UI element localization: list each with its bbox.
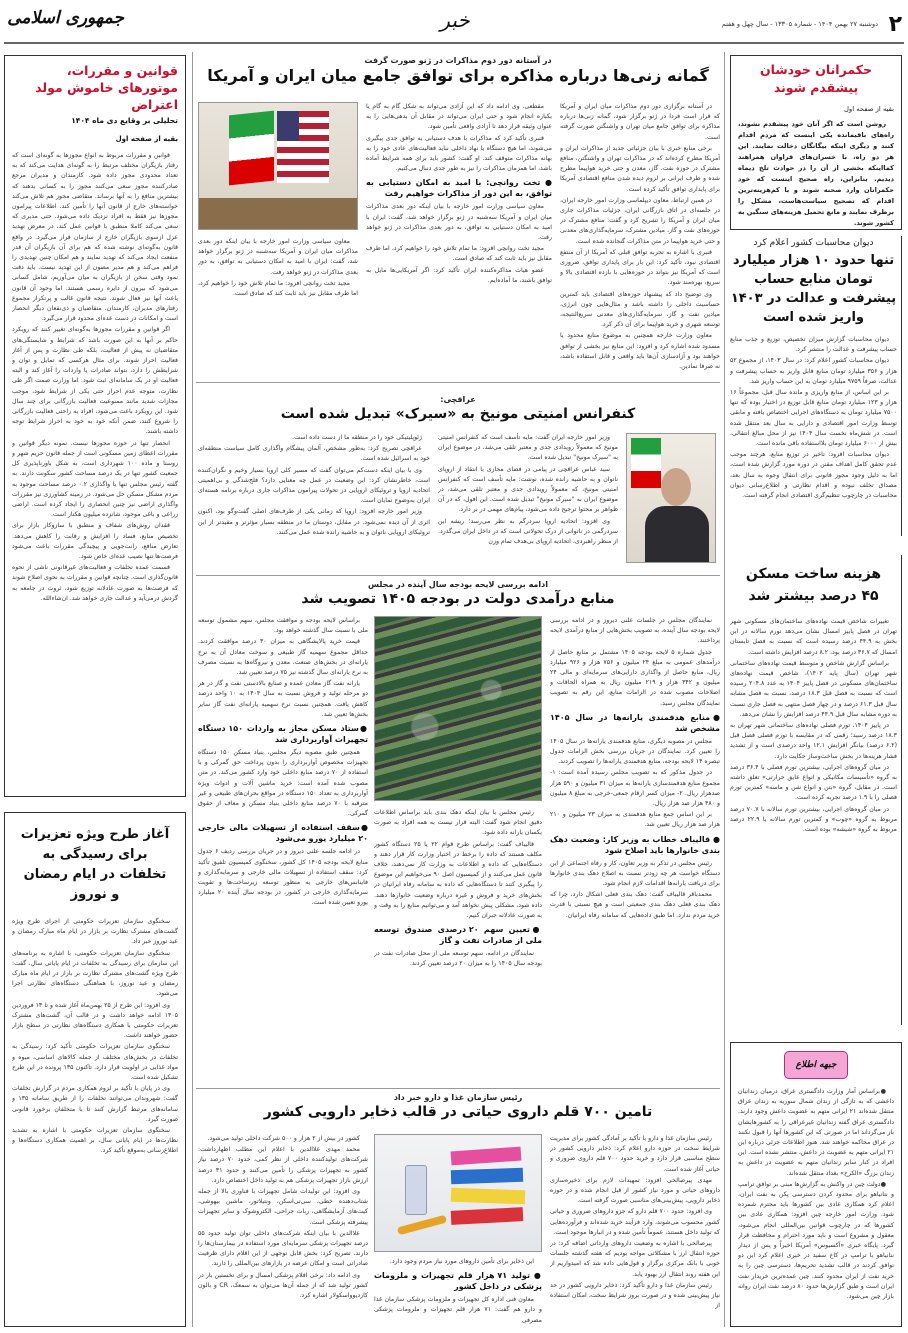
pill-pack-pink (451, 1147, 522, 1166)
audit-article (730, 236, 902, 536)
budget-kicker: ادامه بررسی لایحه بودجه سال آینده در مجلس (368, 580, 548, 589)
jebhe-logo (784, 1051, 848, 1079)
laws-box (4, 55, 186, 797)
issue-info: دوشنبه ۲۷ بهمن ۱۴۰۴ - شماره ۱۳۳۰۵ - سال چهل و هفتم (721, 20, 878, 28)
newspaper-logo: جمهوری اسلامی (7, 8, 124, 28)
budget-subhead-foreign-finance: ●سقف استفاده از تسهیلات مالی خارجی ۲۰ میلیارد یورو می‌شود (198, 823, 368, 844)
budget-subhead-housing-equipment: ●ستاد مسکن مجاز به واردات ۱۵۰ دستگاه تجهیزات آواربرداری شد (198, 724, 368, 745)
ampoule (397, 1215, 447, 1236)
araghchi-photo (626, 433, 716, 563)
editorial-title: حکمرانان خودشان پیشقدم شوند (759, 62, 873, 95)
pill-pack-blue (451, 1168, 523, 1185)
munich-title: کنفرانس امنیتی مونیخ به «سیرک» تبدیل شده است (280, 406, 636, 422)
section-name: خبر (440, 8, 470, 32)
laws-body: قوانین و مقررات مربوط به انواع مجوزها به گونه‌ای است که رفتار بازیگران مختلف مرتبط را به گونه‌ای هدایت می‌کند که به تعداد محدودی مجوز داده شود. کارمندان و مدیران مرجع صادرکننده مجوز سعی می‌کنند مجوز را به کسانی بدهند که بیشترین منافع را به آنها برساند. متقاضی مجوز هم تلاش می‌کند خواسته‌های خارج از قانون آنها را تأمین کند. اطلاعات پیرامون مجوزها نیز فقط به افراد نزدیک داده می‌شود. حتی مدیری که سعی می‌کند کاملا منطبق با قوانین عمل کند، در معرض تهدید عزل ازسوی بازیگران خارج از سازمان قرار می‌گیرد. در واقع قانون به‌گونه‌ای نوشته شده که هم برای آن بازیگران آن قدر منفعت ایجاد می‌کند که تهدید نمایند و هم امکان چنین تهدیدی را فراهم می‌کند و هم مدیر مصون از این تهدید نیست. باید دقت نمود وقتی سخن از بازیگران به میان می‌آوریم، شامل کسانی می‌شود که بیرون از دایره رسمی هستند. اما وجود آن قانون باعث آنها نیز فعال شوند. نتیجه قانون غالب و پرتکرار مجموع رفتارهای مدیران، کارمندان، متقاضیان و ذی‌نفعان دیگر انحصار است و امکانات در دست عده‌ای محدود قرار می‌گیرد. اگر قوانین و مقررات مجوزها به‌گونه‌ای تغییر کنند که رویکرد حاکم بر آنها به این صورت باشد که شرایط و شایستگی‌های متقاضیان نه پیش از فعالیت، بلکه طی نظارت و پس از آغاز فعالیت احراز شوند. برای مثال هرکسی که تمایل و توان و شرایطش را دارد، بتواند صادرات یا واردات را آغاز کند و البته فعالیت او در یک سامانه‌ای ثبت شود. اما وزارت صمت اگر طی نظارت، متوجه عدم احراز حتی یکی از شرایط شود، موجب مجازات شدید مانند ممنوعیت فعالیت بازرگانی برای چند سال شود. این رویکرد باعث می‌شود، افراد به راحتی فعالیت بازرگانی را شروع کنند، ضمن آنکه خود به خود به احراز شرایط توجه داشته باشند. انحصار تنها در حوزه مجوزها نیست. نمونه دیگر قوانین و مقررات اعطای زمین مسکونی است از جمله قانون حریم شهر و روستا و ماده ۱۰۰ شهرداری است، به شکل باورناپذیری کل جمعیت کشور تنها در یک درصد مساحت کشور سکونت دارند. به گفته رئیس مجلس تنها با واگذاری ۰.۲ درصد مساحت موجود به مردم مشکل مسکن حل می‌شود. در زمینه کشاورزی نیز مقررات واگذاری اراضی نیز چنین انحصاری را ایجاد کرده است. اراضی زراعی و باغی موجود، شانزده میلیون هکتار است. فقدان روش‌های شفاف و منطبق با سازوکار بازار برای تخصیص منابع، فساد را افزایش و رقابت را کاهش می‌دهد. تعارض منافع، رانت‌جویی و پیچیدگی مقررات باعث می‌شود فرصت‌ها تنها نصیب عده‌ای خاص شود. قسمت عمده تخلفات و فعالیت‌های غیرقانونی ناشی از نحوه قانون‌گذاری است. چنانچه قوانین و مقررات به نحوی اصلاح شوند که فرصت‌ها به صورت عادلانه توزیع شود، ثروت در جامعه به گردش درمی‌آید و عدالت جاری خواهد شد. ان‌شاءالله. (12, 152, 178, 602)
laws-title: قوانین و مقررات، موتورهای خاموش مولد اعتراض (35, 63, 178, 112)
negotiation-subhead: ● تخت روانچی: با امید به امکان دستیابی به توافق، به این دور از مذاکرات خواهیم رفت (366, 178, 552, 199)
munich-col-right: وزیر امور خارجه ایران گفت: مایه تأسف است که کنفرانس امنیتی مونیخ که معمولاً رویدادی جدی و معتبر تلقی می‌شد، در موضوع ایران به "سیرک مونیخ" تبدیل شده است. سید عباس عراقچی در پیامی در فضای مجازی با انتقاد از اروپای ناتوان و به حاشیه رانده شده، نوشت: مایه تأسف است که کنفرانس امنیتی مونیخ، که معمولاً رویدادی جدی و معتبر تلقی می‌شد، در موضوع ایران به "سیرک مونیخ" تبدیل شده است. این افول، که در آن ظواهر بر محتوا ترجیح داده می‌شود، پیام‌های مهمی در بر دارد. وی افزود: اتحادیه اروپا سردرگم به نظر می‌رسد؛ ریشه این سردرگمی در ناتوانی از درک تحولاتی است که در داخل ایران می‌گذرد. از منظر راهبردی، اتحادیه اروپای بی‌هدف تمام وزن (438, 434, 618, 546)
tazirat-body: سخنگوی سازمان تعزیرات حکومتی از اجرای طرح ویژه گشت‌های مشترک نظارت بر بازار در ایام ماه مبارک رمضان و عید نوروز خبر داد. سخنگوی سازمان تعزیرات حکومتی، با اشاره به برنامه‌های این سازمان برای رسیدگی به تخلفات در ایام پایانی سال، گفت: طرح ویژه گشت‌های مشترک نظارت بر بازار در ایام ماه مبارک رمضان و عید نوروز، با هماهنگی دستگاه‌های نظارتی اجرا می‌شود. وی افزود: این طرح از ۲۵ بهمن‌ماه آغاز شده و تا ۱۳ فروردین ۱۴۰۵ ادامه خواهد داشت و در قالب آن، گشت‌های مشترک تعزیرات حکومتی با همکاری دستگاه‌های نظارتی در سطح بازار حضور خواهند داشت. سخنگوی سازمان تعزیرات حکومتی تأکید کرد: رسیدگی به تخلفات در بخش‌های مختلف از جمله کالاهای اساسی، میوه و مواد غذایی در اولویت قرار دارد. تاکنون ۱۳۵ پرونده در این طرح تشکیل شده است. وی در پایان با تأکید بر لزوم همکاری مردم در گزارش تخلفات گفت: شهروندان می‌توانند تخلفات را از طریق سامانه ۱۳۵ و سامانه‌های مرتبط گزارش کنند تا با متخلفان برخورد قانونی صورت گیرد. سخنگوی سازمان تعزیرات حکومتی با اشاره به تشدید نظارت‌ها در ایام پایانی سال، بر اهمیت همکاری دستگاه‌ها و اطلاع‌رسانی به‌موقع تأکید کرد. (12, 918, 178, 1155)
budget-title: منابع درآمدی دولت در بودجه ۱۴۰۵ تصویب شد (301, 591, 615, 607)
negotiation-flags-photo (198, 102, 358, 230)
medicine-kicker: رئیس سازمان غذا و دارو خبر داد (393, 1093, 523, 1102)
negotiation-article (196, 52, 720, 374)
munich-col-left: ژئوپلیتیکی خود را در منطقه ما از دست داده است. عراقچی تصریح کرد: به‌طور مشخص، آلمان پیشگام واگذاری کامل سیاست منطقه‌ای خود به اسرائیل شده است. وی با بیان اینکه دست‌کم می‌توان گفت که مسیر کلی اروپا بسیار وخیم و نگران‌کننده است، خاطرنشان کرد: این وضعیت در عمل چه معنایی دارد؟ فلج‌شدگی و بی‌اهمیتی اتحادیه اروپا و تروئیکای اروپایی در تحولات پیرامون مذاکرات جاری درباره برنامه هسته‌ای ایران به‌وضوح نمایان است. وزیر امور خارجه افزود: اروپا که زمانی یکی از طرف‌های اصلی گفت‌وگو بود، اکنون اثری از آن دیده نمی‌شود. در مقابل، دوستان ما در منطقه بسیار مؤثرتر و مفیدتر از این تروئیکای اروپایی ناتوان و به حاشیه رانده شده عمل می‌کنند. (198, 434, 430, 536)
tazirat-box (4, 812, 186, 1327)
medicine-col-middle: این ذخایر برای تأمین داروهای مورد نیاز مردم وجود دارد. ● تولید ۷۱ هزار قلم تجهیزات و ملزومات پزشکی در داخل کشور معاون فنی اداره کل تجهیزات و ملزومات پزشکی سازمان غذا و دارو هم گفت: ۷۱ هزار قلم تجهیزات و ملزومات پزشکی مصرفی (374, 1258, 542, 1324)
us-flag-canton (277, 111, 299, 141)
editorial-box (730, 55, 902, 230)
iran-flag (229, 111, 274, 186)
vial-bottle (405, 1165, 427, 1215)
medicine-photo (374, 1134, 542, 1252)
medicine-article (196, 1088, 720, 1330)
column-divider (192, 52, 193, 1327)
continued-label: بقیه از صفحه اول (115, 135, 178, 143)
housing-title: هزینه ساخت مسکن ۴۵ درصد بیشتر شد (745, 566, 882, 604)
munich-article (196, 382, 720, 570)
continued-label: بقیه از صفحه اول (843, 105, 894, 113)
budget-article (196, 575, 720, 1080)
budget-subhead-qalibaf: ● قالیباف خطاب به وزیر کار: وضعیت دهک بندی خانوارها باید اصلاح شود (550, 834, 720, 855)
munich-kicker: عراقچی: (440, 395, 476, 404)
budget-col-right: نمایندگان مجلس در جلسات علنی دیروز و در ادامه بررسی لایحه بودجه سال آینده، به تصویب بخش‌هایی از منابع درآمدی لایحه پرداختند. جدول شماره ۵ لایحه بودجه ۱۴۰۵ مشتمل بر منابع حاصل از درآمدهای عمومی به مبلغ ۲۴ میلیون و ۷۵۶ هزار و ۹۲۶ میلیارد ریال، منابع حاصل از واگذاری دارایی‌های سرمایه‌ای و مالی ۲۴ میلیون و ۳۴۲ هزار و ۲۱۹ میلیون ریال به همراه الحاقات و اصلاحات مصوب شده در الزامات منابع، این رقم به تصویب نمایندگان مجلس رسید. ●منابع هدفمندی یارانه‌ها در سال ۱۴۰۵ مشخص شد مجلس در مصوبه دیگری، منابع هدفمندی یارانه‌ها در سال ۱۴۰۵ را تعیین کرد. نمایندگان در جریان بررسی بخش الزامات جدول تبصره ۱۴ لایحه بودجه، منابع هدفمندی یارانه‌ها را تصویب کردند. در جدول مذکور که به تصویب مجلس رسیده آمده است: ۱- مجموع منابع هدفمندسازی یارانه‌ها به میزان ۳۱ میلیون و ۵۹۰ هزار صدهزار ریال. ۲- میزان کسر ارقام جمعی-خرجی به مبلغ ۸ میلیون و ۴۸۰ هزار صد هزار ریال. بر این اساس جمع منابع هدفمندی به میزان ۲۳ میلیون و ۲۱۰ هزار صد هزار ریال تعیین شد. ● قالیباف خطاب به وزیر کار: وضعیت دهک بندی خانوارها باید اصلاح شود رئیس مجلس در تذکر به وزیر تعاون، کار و رفاه اجتماعی از این دستگاه خواست هر چه زودتر نسبت به اصلاح دهک بندی خانوارها برای دریافت یارانه‌ها اقدامات لازم انجام شود. محمدباقر قالیباف گفت: دهک بندی فعلی اشکال دارد، چرا که دهک بندی فعلی دهک بندی جمعیتی است و هیچ نسبتی با قدرت خرید مردم ندارد. اما طبق داده‌هایی که سامانه رفاه ایرانیان. (550, 617, 720, 919)
editorial-body: روشن است که اگر آنان خود پیشقدم نشوند، راه‌های باقیمانده یکی اینست که مردم اقدام کنند و دیگری اینکه بیگانگان دخالت نمایند. این هر دو راه، با خسران‌های فراوان همراهند کمااینکه بخشی از آن را در حوادث تلخ دیماه دیدیم. بنابراین، راه صحیح اینست که خود حکمرانان وارد صحنه شوند و با کم‌هزینه‌ترین اقدام که تصحیح سیاست‌هاست، مشکل را برطرف نمایند و مانع تحمیل هزینه‌های سنگین به کشور شوند. (738, 120, 894, 227)
parliament-seats-overlay (375, 617, 541, 800)
jebhe-logo-text: جبهه اطلاع (795, 1060, 837, 1070)
column-divider (724, 52, 725, 1327)
audit-kicker: دیوان محاسبات کشور اعلام کرد (753, 238, 874, 248)
pill-pack-yellow (451, 1188, 525, 1205)
jebhe-box (730, 1042, 902, 1327)
medicine-col-left: کشور در بیش از ۲ هزار و ۵۰۰ شرکت داخلی تولید می‌شود. محمد مهدی علاالدین با اعلام این مطلب اظهارداشت: شرکت‌های تولیدکننده داخلی از نظر کمی، حدود ۷۰ درصد نیاز کشور به تجهیزات پزشکی را تأمین می‌کنند و حدود ۳۱ درصد ارزش بازار تجهیزات پزشکی هم به تولید داخل اختصاص دارد. وی افزود: این تولیدات شامل تجهیزات با فناوری بالا از جمله شتاب‌دهنده خطی، سی‌تی‌اسکن، ونتیلاتور، ماشین بیهوشی، کیت‌های آزمایشگاهی، ربات جراحی، الکتروشوک و سایر تجهیزات پیشرفته پزشکی است. علاالدین با بیان اینکه شرکت‌های داخلی توان تولید حدود ۵۵ درصد تجهیزات پزشکی سرمایه‌ای مورد استفاده در بیمارستان‌ها را دارند، تصریح کرد: بخش قابل توجهی از این اقلام دارای ظرفیت صادراتی است و امکان عرضه در بازارهای بین‌المللی را دارند. وی ادامه داد: برخی اقلام پزشکی امسال و برای نخستین بار در کشور تولید شد که از جمله آن‌ها می‌توان به سمعک، CR و بالون کاردیوواسکولار اشاره کرد. (198, 1135, 368, 1300)
audit-body: دیوان محاسبات گزارش میزان تخصیص، توزیع و جذب منابع حساب پیشرفت و عدالت را منتشر کرد. دیوان محاسبات کشور اعلام کرد: در سال ۱۴۰۳، از مجموع ۵۲ هزار و ۳۵۶ میلیارد تومان منابع قابل واریز به حساب پیشرفت و عدالت، صرفاً ۹۷۵۹ میلیارد تومان به این حساب واریز شد. بر این اساس، از منابع واریزی و مانده سال قبل، مجموعاً ۱۶ هزار و ۱۲۳ میلیارد تومان منابع قابل توزیع در اختیار بوده که تنها ۷۵۰۰ میلیارد تومان به دستگاه‌های اجرایی اختصاص یافته و مابقی توسط وزارت امور اقتصادی و دارایی به سال بعد منتقل شده است. در شش‌ماه نخست سال ۱۴۰۴ نیز از محل مبالغ انتقالی، بیش از ۶۰۰۰ میلیارد تومان بلااستفاده باقی مانده است. دیوان محاسبات افزود: تاخیر در توزیع منابع، هرچند موجب عدم تحقق کامل اهداف مقنن در دوره مورد گزارش شده است، اما به دلیل وجود مجوز قانونی برای انتقال وجوه به سال بعد، مصداق تخلف نبوده و اقدام نظارتی و اطلاع‌رسانی دیوان محاسبات در چارچوب تنظیم‌گری اقتصادی انجام گرفته است. (730, 336, 897, 500)
negotiation-title: گمانه زنی‌ها درباره مذاکره برای توافق جامع میان ایران و آمریکا (207, 66, 709, 85)
budget-subhead-subsidy: ●منابع هدفمندی یارانه‌ها در سال ۱۴۰۵ مشخص شد (550, 712, 720, 733)
budget-col-left: براساس لایحه بودجه و موافقت مجلس، سهم مشمول توسعه ملی با نسبت سال گذشته خواهد بود. قیمت خرید پالایشگاهی به میزان ۳۰ درصد موافقت کردند. حداقل مجموع سهمیه گاز طبیعی و سوخت معادل آن به نرخ یارانه‌ای در بخش‌های صنعت، معدن و نیروگاه‌ها به نسبت مصرف به نرخ یارانه‌ای سال گذشته نیز ۷۵ درصد تعیین شد. یارانه نفت گاز معادن عمده و صنایع بالادستی نفت و گاز در هر دو مرحله تولید و فروش نسبت به سال ۱۴۰۴ به ۱۰ واحد درصد کاهش یافت. همچنین نسبت نرخ سهمیه یارانه‌ای نفت گاز سایر بخش‌ها تعیین شد. ●ستاد مسکن مجاز به واردات ۱۵۰ دستگاه تجهیزات آواربرداری شد همچنین طبق مصوبه دیگر مجلس، بنیاد مسکن ۱۵۰ دستگاه تجهیزات مخصوص آواربرداری را بدون پرداخت حق گمرکی و با استفاده از ۷۰ درصد منابع داخلی خود وارد کشور می‌کند. در متن مصوب شده آمده است: خرید ماشین آلات و ادوات ویژه آواربرداری به تعداد ۱۵۰ دستگاه در مواقع بحران‌های طبیعی و غیر مترقبه با ۷۰ درصد منابع داخلی بنیاد مسکن و معاف از حقوق گمرکی. ●سقف استفاده از تسهیلات مالی خارجی ۲۰ میلیارد یورو می‌شود در ادامه جلسه علنی دیروز و در جریان بررسی ردیف ۶ جدول منابع لایحه بودجه ۱۴۰۵ کل کشور، سخنگوی کمیسیون تلفیق تأکید کرد: سقف استفاده از تسهیلات مالی خارجی و سرمایه‌گذاری و فاینانس‌های خارجی به منظور توسعه زیرساخت‌ها و تقویت سرمایه‌گذاری خارجی در کشور، در بودجه سال آینده ۲۰ میلیارد یورو تعیین شده است. (198, 617, 368, 907)
budget-col-middle: رئیس مجلس با بیان اینکه دهک بندی باید براساس اطلاعات دقیق انجام شود گفت: البته قرار نیست به همه افراد به صورت یکسان یارانه داده شود. قالیباف گفت: براساس طرح قوام ۲۲ یا ۲۵ دستگاه کشور مکلف هستند که داده را برخط در اختیار وزارت کار قرار دهند و دستگاه‌هایی که داده و اطلاعات به وزارت کار نمی‌دهند، خلاف قانون عمل می‌کنند و از کمیسیون اصل ۹۰ می‌خواهیم این موضوع را پیگیری کنند تا دستگاه‌هایی که داده به سامانه رفاه ایرانیان در بخش‌های خرید و فروش و غیره درباره وضعیت خانوارها دهند. داده شود، مشکلی پیش نخواهد آمد و می‌توانیم منابع را به وقت و به صورت عادلانه جبران کنیم. ●تعیین سهم ۲۰ درصدی صندوق توسعه ملی از صادرات نفت و گاز نمایندگان در ادامه، سهم توسعه ملی از محل صادرات نفت در بودجه سال ۱۴۰۵ را به میزان ۲۰ درصد تعیین کردند. (374, 809, 542, 968)
laws-subtitle: تحلیلی بر وقایع دی ماه ۱۴۰۴ (71, 116, 178, 125)
housing-article (730, 555, 902, 1025)
parliament-photo (374, 616, 542, 801)
masthead-divider (4, 42, 904, 44)
budget-subhead-ndf: ●تعیین سهم ۲۰ درصدی صندوق توسعه ملی از صادرات نفت و گاز (374, 925, 542, 946)
tazirat-title: آغاز طرح ویژه تعزیرات برای رسیدگی به تخلفات در ایام رمضان و نوروز (20, 827, 170, 902)
person-head (661, 468, 691, 506)
medicine-subhead: ● تولید ۷۱ هزار قلم تجهیزات و ملزومات پزشکی در داخل کشور (374, 1271, 542, 1292)
iran-flag-small (631, 438, 661, 488)
housing-body: تغییرات شاخص قیمت نهاده‌های ساختمان‌های مسکونی شهر تهران در فصل پاییز امسال نشان می‌دهد تورم سالانه در این بخش به ۴۴.۹ درصد رسیده است که نسبت به فصل تابستان امسال که ۳۶.۷ درصد بود، ۸.۲ درصد افزایش داشته است. براساس گزارش شاخص و متوسط قیمت نهاده‌های ساختمانی شهر تهران (سال پایه ۱۴۰۲)، شاخص قیمت نهاده‌های ساختمان‌های مسکونی در فصل پاییز ۱۴۰۴ به عدد ۲۰۴.۸ رسیده است که نسبت به فصل قبل ۱۸.۳ درصد، نسبت به فصل مشابه سال قبل ۶۱.۳ درصد و در چهار فصل منتهی به فصل جاری نسبت به دوره مشابه سال قبل ۴۴.۹ درصد افزایش را نشان می‌دهد. در پاییز ۱۴۰۴، تورم فصلی نهاده‌های ساختمانی شهر تهران به ۱۸.۳ درصد رسید؛ رقمی که در مقایسه با تورم فصلی فصل قبل (۶.۲ درصد) بیانگر افزایش ۱۲.۱ واحد درصدی است و از تشدید فشار هزینه‌ها در بخش ساخت‌وساز حکایت دارد. در میان گروه‌های اجرایی، بیشترین تورم فصلی با ۳۶.۴ درصد به گروه «تأسیسات مکانیکی و انواع عایق حرارتی» تعلق داشته است. در مقابل، گروه «بتن و انواع شن و ماسه» کمترین تورم فصلی را با ۱.۹ درصد تجربه کرده است. در میان گروه‌های اجرایی، بیشترین تورم سالانه با ۷۰.۷ درصد مربوط به گروه «چوب» و کمترین تورم سالانه با ۲۲.۹ درصد مربوط به گروه «شیشه» بوده است. (730, 618, 897, 834)
jebhe-body: ●براساس آمار وزارت دادگستری عراق، درمیان زندانیان داعشی که به تازگی از زندان شمال سوریه به زندان عراق منتقل شده‌اند ۲۱ ایرانی متهم به عضویت داعش وجود دارند. دادگستری عراق گفته زندانیان غیرعراقی را به کشورهایشان باز می‌گرداند اما در صورتی که این کشورها آنها را قبول نکنند در عراق محاکمه خواهند شد. هنوز اطلاعات جزئی درباره این ۲۱ ایرانی متهم به عضویت در داعش، منتشر نشده است. این افراد در کنار سایر زندانیان متهم به عضویت در داعش به زندان بزرگ «الکرخ» بغداد منتقل شده‌اند. ●دولت چین در واکنش به گزارش‌ها مبنی بر توافق ترامپ و نتانیاهو برای محدود کردن دسترسی پکن به نفت ایران، اعلام کرد همکاری عادی بین کشورها باید محترم شمرده شود. وزارت امور خارجه چین افزود: همکاری عادی بین کشورها که در چارچوب قوانین بین‌المللی انجام می‌شود، معقول و مشروع است و باید مورد احترام و محافظت قرار گیرد. پایگاه خبری «آکسیوس» آمریکا اخیراً و پس از دیدار نتانیاهو با ترامپ در کاخ سفید در خبری اعلام کرد این دو توافق کردند در قالب تشدید تحریم‌ها، دسترسی چین را به خرید نفت از ایران محدود کنند. چین عمده‌ترین خریدار نفت ایران است و طبق گزارش‌ها حدود ۸۰ درصد نفت ایران روانه بازار چین می‌شود. (738, 1088, 894, 1301)
medicine-title: تامین ۷۰۰ قلم داروی حیاتی در قالب ذخایر دارویی کشور (263, 1104, 653, 1120)
negotiation-kicker: در آستانه دور دوم مذاکرات در ژنو صورت گرفت (364, 56, 552, 65)
masthead (0, 0, 908, 48)
medicine-col-right: رئیس سازمان غذا و دارو با تأکید بر آمادگی کشور برای مدیریت شرایط سخت در حوزه دارو اعلام کرد: ذخایر دارویی کشور در سطح مناسبی قرار دارد و خرید حدود ۷۰۰ قلم داروی ضروری و حیاتی آغاز شده است. مهدی پیرصالحی افزود: تمهیدات لازم برای ذخیره‌سازی داروهای حیاتی و مورد نیاز کشور از قبل انجام شده و در حوزه ذخایر دارویی، پیش‌بینی‌های مناسبی صورت گرفته است. وی افزود: حدود ۷۰۰ قلم دارو که جزو داروهای ضروری و حیاتی کشور محسوب می‌شوند، وارد فرآیند خرید شده‌اند و فرآورده‌هایی که تولید داخل هستند، عموماً تأمین شده و در انبارها موجود است. پیرصالحی با اشاره به وضعیت داروهای وارداتی اضافه کرد: در حوزه انتقال ارز با مشکلاتی مواجه بودیم که هفته گذشته جلسات خوبی با بانک مرکزی برگزار و قول‌هایی داده شد که امیدواریم از این هفته روند انتقال ارز بهبود یابد. رئیس سازمان غذا و دارو تأکید کرد: ذخایر دارویی کشور در حد نیاز پیش‌بینی شده و در صورت بروز شرایط سخت، امکان استفاده از (550, 1135, 720, 1310)
page-number: ۲ (888, 12, 902, 37)
table (199, 198, 358, 230)
negotiation-col-left: معاون سیاسی وزارت امور خارجه با بیان اینکه دور بعدی مذاکرات میان ایران و آمریکا سه‌شنبه در ژنو برگزار خواهد شد، گفت: ایران با امید به امکان دستیابی به توافق، به دور بعدی مذاکرات در ژنو خواهد رفت. مجید تخت روانچی افزود: ما تمام تلاش خود را خواهیم کرد، اما طرف مقابل نیز باید ثابت کند که صادق است. (198, 238, 358, 298)
audit-title: تنها حدود ۱۰ هزار میلیارد تومان منابع حساب پیشرفت و عدالت در ۱۴۰۳ واریز شده است (730, 253, 897, 325)
pill-pack-red (451, 1207, 524, 1225)
negotiation-col-middle: مقطعی. وی ادامه داد که این آزادی می‌تواند به شکل گام به گام یا یکباره انجام شود و حتی ایران می‌تواند در مقابل آن بدهی‌هایی را به عنوان وثیقه قرار دهد تا آزادی واقعی تأمین شود. قنبری تأکید کرد که مذاکرات با هدف دستیابی به توافق جدی پیگیری می‌شوند، اما هیچ دستگاه یا نهاد داخلی نباید فعالیت‌های عادی خود را به بهانه مذاکرات متوقف کند. او گفت: کشور باید برای همه شرایط آماده باشد، اما همزمان مذاکرات را نیز به طور جدی دنبال می‌کنیم. ● تخت روانچی: با امید به امکان دستیابی به توافق، به این دور از مذاکرات خواهیم رفت معاون سیاسی وزارت امور خارجه با بیان اینکه دور بعدی مذاکرات میان ایران و آمریکا سه‌شنبه در ژنو برگزار خواهد شد، گفت: ایران با امید به امکان دستیابی به توافق، به دور بعدی مذاکرات در ژنو خواهد رفت. مجید تخت روانچی افزود: ما تمام تلاش خود را خواهیم کرد، اما طرف مقابل نیز باید ثابت کند که صادق است. عضو هیات مذاکره‌کننده ایران تأکید کرد: اگر آمریکایی‌ها مایل به توافق باشند، ما آماده‌ایم. (366, 103, 552, 284)
negotiation-col-right: در آستانه برگزاری دور دوم مذاکرات میان ایران و آمریکا که قرار است فردا در ژنو برگزار شود، گمانه زنی‌ها درباره مذاکره برای توافق جامع میان تهران و واشنگتن صورت گرفته است. برخی منابع خبری با بیان جزئیاتی جدید از مذاکرات ایران و آمریکا مطرح کرده‌اند که در مذاکرات تهران و واشنگتن، منافع مشترک در حوزه نفت، گاز، معدن و حتی خرید هواپیما مطرح شده و طرف ایرانی بر لزوم دیده شدن منافع اقتصادی آمریکا برای پایداری توافق تأکید کرده است. در همین ارتباط، معاون دیپلماسی وزارت امور خارجه ایران، در جلسه‌ای در اتاق بازرگانی ایران، جزئیات مذاکرات جاری میان ایران و آمریکا را تشریح کرد و گفت: منافع مشترک در حوزه‌های نفت و گاز، میادین مشترک، سرمایه‌گذاری‌های معدنی و حتی خرید هواپیما در متن مذاکرات گنجانده شده است. قنبری با اشاره به تجربه توافق قبلی که آمریکا از آن منتفع اقتصادی نبود، تأکید کرد: این بار برای پایداری توافق، ضروری است که آمریکا نیز بتواند در حوزه‌هایی با بازده اقتصادی بالا و سریع، بهره‌مند شود. وی توضیح داد که پیشنهاد حوزه‌های اقتصادی باید کمترین حساسیت داخلی را داشته باشد و مثال‌هایی چون انرژی، میادین نفت و گاز، سرمایه‌گذاری‌های معدنی سریع‌النتیجه، توسعه شهری و خرید هواپیما برای آن ذکر کرد. معاون وزارت خارجه همچنین به موضوع منابع محدود یا مسدود شده اشاره کرد و افزود: این منابع نیز بخشی از توافق خواهند بود و آزادسازی آن‌ها باید واقعی و قابل استفاده باشد، نه صرفا نمادین. (560, 103, 720, 371)
person-body (645, 506, 709, 563)
